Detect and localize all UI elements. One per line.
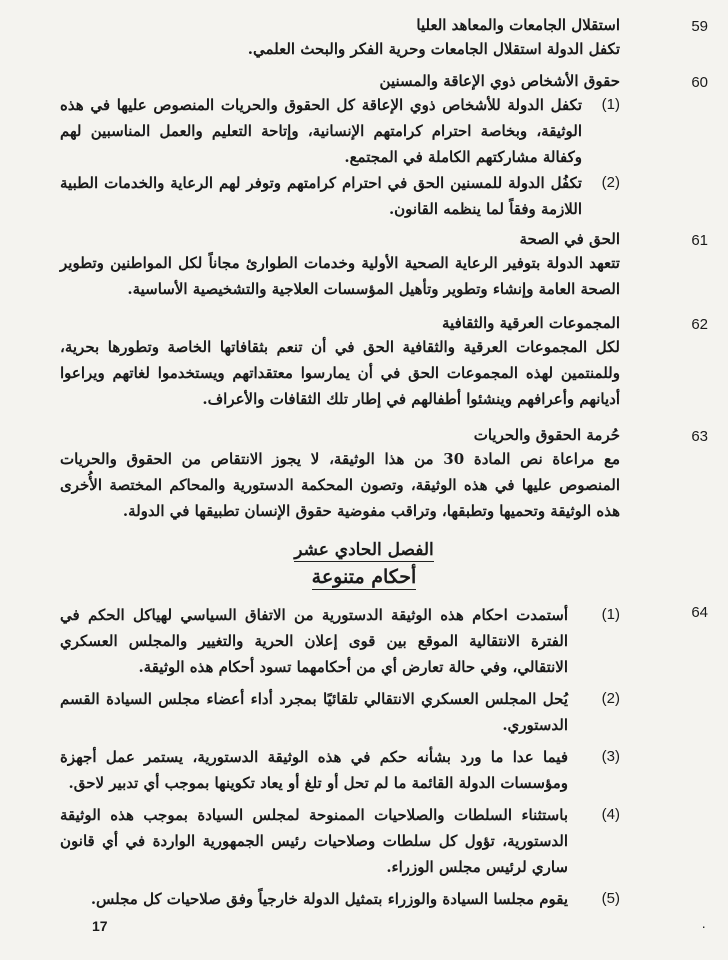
article-body: تكفل الدولة استقلال الجامعات وحرية الفكر والبحث العلمي. xyxy=(247,40,620,58)
chapter-subtitle: أحكام متنوعة xyxy=(311,566,417,588)
article-number: 63 xyxy=(691,428,708,445)
article-number: 60 xyxy=(691,74,708,91)
article-body: تتعهد الدولة بتوفير الرعاية الصحية الأولية وخدمات الطوارئ مجاناً لكل المواطنين وتطوير الصحة العامة وإنشاء وتطوير وتأهيل المؤسسات العلاجية والتشخيصية الأساسية. xyxy=(60,254,620,298)
item-number: (4) xyxy=(601,806,620,823)
article-item xyxy=(60,802,620,880)
item-number: (2) xyxy=(601,690,620,707)
article-63 xyxy=(60,424,708,524)
item-text: فيما عدا ما ورد بشأنه حكم في هذه الوثيقة الدستورية، يستمر عمل أجهزة ومؤسسات الدولة القائمة ما لم تحل أو تلغ أو يعاد تكوينها بموجب أي تدبير لاحق. xyxy=(60,748,568,792)
article-60 xyxy=(60,70,708,222)
article-body: مع مراعاة نص المادة 30 من هذا الوثيقة، لا يجوز الانتقاص من الحقوق والحريات المنصوص عليها في هذه الوثيقة، وتصون المحكمة الدستورية والمحاكم المختصة الأُخرى هذه الوثيقة وتحميها وتطبقها، وتراقب مفوضية حقوق الإنسان تطبيقها في الدولة. xyxy=(60,450,620,520)
article-number: 62 xyxy=(691,316,708,333)
item-text: يُحل المجلس العسكري الانتقالي تلقائيًا بمجرد أداء أعضاء مجلس السيادة القسم الدستوري. xyxy=(60,690,568,734)
item-text: يقوم مجلسا السيادة والوزراء بتمثيل الدولة خارجياً وفق صلاحيات كل مجلس. xyxy=(90,890,568,908)
chapter-heading xyxy=(0,540,728,590)
article-title: استقلال الجامعات والمعاهد العليا xyxy=(416,16,620,34)
item-number: (1) xyxy=(601,96,620,113)
item-number: (5) xyxy=(601,890,620,907)
article-item xyxy=(60,170,620,222)
item-text: باستثناء السلطات والصلاحيات الممنوحة لمجلس السيادة بموجب هذه الوثيقة الدستورية، تؤول كل سلطات وصلاحيات رئيس الجمهورية الواردة في أي قانون ساري لرئيس مجلس الوزراء. xyxy=(60,806,568,876)
article-title: حُرمة الحقوق والحريات xyxy=(473,426,620,444)
scan-mark: · xyxy=(701,918,706,934)
article-number: 59 xyxy=(691,18,708,35)
article-64 xyxy=(60,602,708,918)
item-number: (1) xyxy=(601,606,620,623)
article-number: 61 xyxy=(691,232,708,249)
item-number: (3) xyxy=(601,748,620,765)
article-body: لكل المجموعات العرقية والثقافية الحق في أن تنعم بثقافاتها الخاصة وتطورها بحرية، وللمنتمين لهذه المجموعات الحق في أن يمارسوا معتقداتهم ويستخدموا لغاتهم ويراعوا أديانهم وأعرافهم وينشئوا أطفالهم في إطار تلك الثقافات والأعراف. xyxy=(60,338,620,408)
chapter-title: الفصل الحادي عشر xyxy=(294,540,434,560)
article-title: الحق في الصحة xyxy=(519,230,620,248)
page-number: 17 xyxy=(92,918,108,934)
article-item xyxy=(60,744,620,796)
item-text: تكفل الدولة للأشخاص ذوي الإعاقة كل الحقوق والحريات المنصوص عليها في هذه الوثيقة، وبخاصة احترام كرامتهم الإنسانية، وإتاحة التعليم والعمل المناسبين لهم وكفالة مشاركتهم الكاملة في المجتمع. xyxy=(60,96,582,166)
article-item xyxy=(60,602,620,680)
article-59 xyxy=(60,14,708,62)
article-item xyxy=(60,92,620,170)
article-title: حقوق الأشخاص ذوي الإعاقة والمسنين xyxy=(379,72,620,90)
article-61 xyxy=(60,228,708,302)
item-text: تكفُل الدولة للمسنين الحق في احترام كرامتهم وتوفر لهم الرعاية والخدمات الطبية اللازمة وفقاً لما ينظمه القانون. xyxy=(60,174,582,218)
article-item xyxy=(60,886,620,912)
item-number: (2) xyxy=(601,174,620,191)
article-62 xyxy=(60,312,708,412)
article-item xyxy=(60,686,620,738)
article-number: 64 xyxy=(691,604,708,621)
article-title: المجموعات العرقية والثقافية xyxy=(442,314,620,332)
item-text: أستمدت احكام هذه الوثيقة الدستورية من الاتفاق السياسي لهياكل الحكم في الفترة الانتقالية الموقع بين قوى إعلان الحرية والتغيير والمجلس العسكري الانتقالي، وفي حالة تعارض أي من أحكامهما تسود أحكام هذه الوثيقة. xyxy=(60,606,568,676)
